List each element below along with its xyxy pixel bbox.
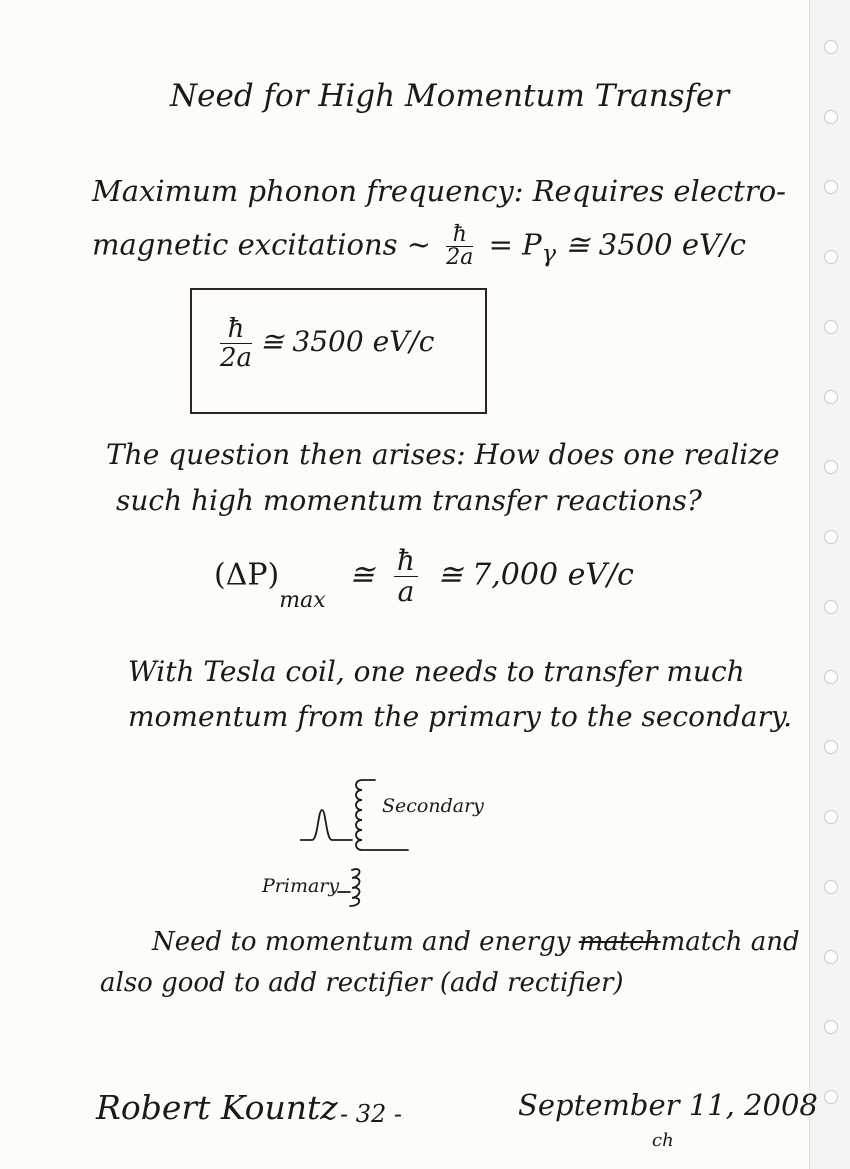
struck-word: match <box>578 927 661 957</box>
max-transfer-value: ≅ 7,000 eV/c <box>437 557 634 593</box>
binding-hole <box>824 600 838 614</box>
note-line-1 <box>152 927 800 957</box>
intro-line-1: Maximum phonon frequency: Requires electro- <box>92 174 786 208</box>
boxed-fraction-numerator: ħ <box>220 315 252 344</box>
boxed-fraction <box>220 315 252 372</box>
question-line-1: The question then arises: How does one realize <box>106 438 780 471</box>
intro-fraction-denominator: 2a <box>446 245 474 270</box>
boxed-fraction-denominator: 2a <box>220 343 253 373</box>
intro-fraction-numerator: ħ <box>446 224 473 247</box>
binding-hole <box>824 1090 838 1104</box>
witness-initials: ch <box>652 1130 674 1151</box>
binding-hole <box>824 320 838 334</box>
intro-fraction <box>446 224 473 269</box>
signature: Robert Kountz <box>96 1088 338 1127</box>
binding-hole <box>824 950 838 964</box>
intro-momentum-subscript: γ <box>541 239 557 268</box>
page-title: Need for High Momentum Transfer <box>170 78 730 114</box>
note-line-1-end: match and <box>660 927 800 957</box>
binding-hole <box>824 250 838 264</box>
intro-value: ≅ 3500 eV/c <box>565 227 746 262</box>
binding-hole <box>824 670 838 684</box>
binding-hole <box>824 1020 838 1034</box>
date: September 11, 2008 <box>518 1088 818 1122</box>
boxed-equation-value: ≅ 3500 eV/c <box>260 325 435 358</box>
primary-label: Primary <box>262 875 340 897</box>
intro-line-2-text: magnetic excitations ~ <box>92 227 432 262</box>
primary-coil-icon <box>350 869 360 906</box>
binding-hole <box>824 810 838 824</box>
max-fraction-numerator: ħ <box>394 546 418 577</box>
intro-momentum: = P <box>488 227 542 262</box>
page-number: - 32 - <box>340 1100 403 1128</box>
spiral-binding <box>809 0 850 1169</box>
binding-hole <box>824 40 838 54</box>
binding-hole <box>824 740 838 754</box>
tesla-line-1: With Tesla coil, one needs to transfer much <box>128 655 745 688</box>
secondary-label: Secondary <box>382 795 484 817</box>
binding-hole <box>824 180 838 194</box>
tesla-line-2: momentum from the primary to the secondary. <box>128 700 793 733</box>
intro-line-2 <box>92 224 746 269</box>
note-line-2: also good to add rectifier (add rectifier) <box>100 968 624 998</box>
approx-sign: ≅ <box>349 557 375 593</box>
question-line-2: such high momentum transfer reactions? <box>116 484 702 517</box>
delta-p: (ΔP) <box>214 557 280 593</box>
binding-hole <box>824 880 838 894</box>
max-transfer-equation <box>214 544 634 613</box>
max-fraction-denominator: a <box>397 575 415 608</box>
max-fraction <box>394 546 418 607</box>
binding-hole <box>824 460 838 474</box>
max-subscript: max <box>279 587 326 613</box>
binding-hole <box>824 110 838 124</box>
boxed-equation <box>220 315 434 372</box>
binding-hole <box>824 390 838 404</box>
binding-hole <box>824 530 838 544</box>
note-line-1-start: Need to momentum and energy <box>152 927 571 957</box>
pulse-waveform-icon <box>300 810 352 840</box>
